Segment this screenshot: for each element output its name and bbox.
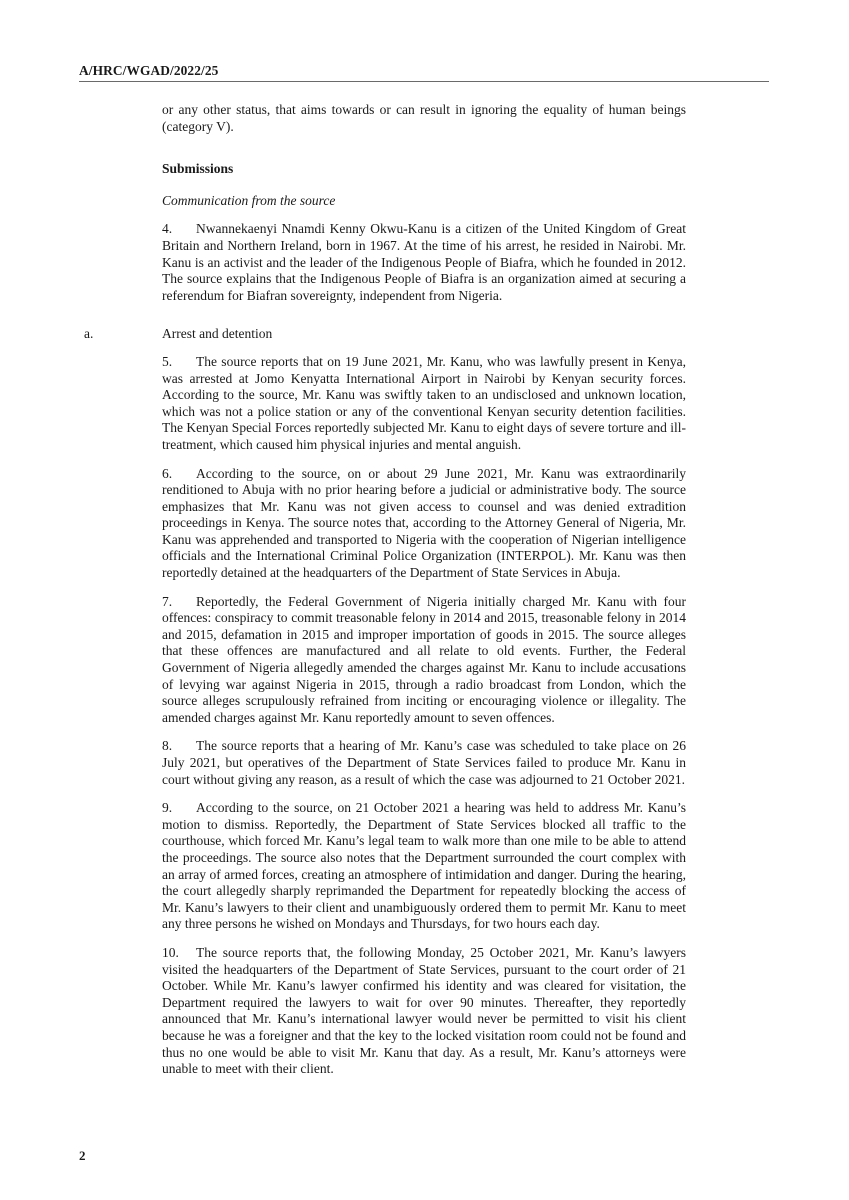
paragraph-4 xyxy=(162,221,686,304)
paragraph-text: Nwannekaenyi Nnamdi Kenny Okwu-Kanu is a citizen of the United Kingdom of Great Britain and Northern Ireland, born in 1967. At the time of his arrest, he resided in Nairobi. Mr. Kanu is an activist and the leader of the Indigenous People of Biafra, which he founded in 2012. The source explains that the Indigenous People of Biafra is an organization aimed at securing a referendum for Biafran sovereignty, independent from Nigeria. xyxy=(162,221,686,303)
page-number: 2 xyxy=(79,1148,86,1163)
section-marker: a. xyxy=(84,326,94,342)
paragraph-text: According to the source, on 21 October 2021 a hearing was held to address Mr. Kanu’s motion to dismiss. Reportedly, the Department of State Services blocked all traffic to the courthouse, which forced Mr. Kanu’s legal team to walk more than one mile to be able to attend the proceedings. The source also notes that the Department surrounded the court complex with an array of armed forces, creating an atmosphere of intimidation and danger. During the hearing, the court allegedly sharply reprimanded the Department for repeatedly blocking the access of Mr. Kanu’s lawyers to their client and unambiguously ordered them to permit Mr. Kanu to meet any three persons he wished on Mondays and Thursdays, for two hours each day. xyxy=(162,800,686,932)
paragraph-9 xyxy=(162,800,686,933)
paragraph-8 xyxy=(162,738,686,788)
header-rule xyxy=(79,81,769,82)
document-body xyxy=(84,102,686,1090)
paragraph-number: 8. xyxy=(162,738,173,754)
paragraph-5 xyxy=(162,354,686,454)
paragraph-text: According to the source, on or about 29 June 2021, Mr. Kanu was extraordinarily renditioned to Abuja with no prior hearing before a judicial or administrative body. The source emphasizes that Mr. Kanu was not given access to counsel and was denied extradition proceedings in Kenya. The source notes that, according to the Attorney General of Nigeria, Mr. Kanu was apprehended and transported to Nigeria with the cooperation of Nigerian intelligence officials and the International Criminal Police Organization (INTERPOL). Mr. Kanu was then reportedly detained at the headquarters of the Department of State Services in Abuja. xyxy=(162,465,686,581)
paragraph-text: Reportedly, the Federal Government of Nigeria initially charged Mr. Kanu with four offences: conspiracy to commit treasonable felony in 2014 and 2015, treasonable felony in 2014 and 2015, defamation in 2015 and improper importation of goods in 2015. The source alleges that these offences are manufactured and all relate to old events. Further, the Federal Government of Nigeria allegedly amended the charges against Mr. Kanu to include accusations of levying war against Nigeria in 2015, through a radio broadcast from London, which the source alleges scrupulously refrained from inciting or encouraging violence or illegality. The amended charges against Mr. Kanu reportedly amount to seven offences. xyxy=(162,593,686,725)
document-symbol: A/HRC/WGAD/2022/25 xyxy=(79,63,219,78)
intro-paragraph: or any other status, that aims towards or can result in ignoring the equality of human beings (category V). xyxy=(162,102,686,134)
paragraph-number: 5. xyxy=(162,353,173,369)
section-heading-a xyxy=(84,326,686,343)
heading-communication-from-source: Communication from the source xyxy=(162,192,336,208)
heading-submissions: Submissions xyxy=(162,161,234,177)
paragraph-7 xyxy=(162,594,686,727)
paragraph-6 xyxy=(162,466,686,582)
paragraph-number: 6. xyxy=(162,465,173,481)
paragraph-number: 10. xyxy=(162,944,179,960)
paragraph-text: The source reports that on 19 June 2021, Mr. Kanu, who was lawfully present in Kenya, was arrested at Jomo Kenyatta International Airport in Nairobi by Kenyan security forces. According to the source, Mr. Kanu was swiftly taken to an undisclosed and unknown location, which was not a police station or any of the conventional Kenyan security detention facilities. The Kenyan Special Forces reportedly subjected Mr. Kanu to eight days of severe torture and ill-treatment, which caused him physical injuries and mental anguish. xyxy=(162,353,686,452)
paragraph-number: 9. xyxy=(162,800,173,816)
section-title: Arrest and detention xyxy=(162,326,273,342)
paragraph-10 xyxy=(162,945,686,1078)
paragraph-text: The source reports that, the following Monday, 25 October 2021, Mr. Kanu’s lawyers visited the headquarters of the Department of State Services, pursuant to the court order of 21 October. While Mr. Kanu’s lawyer confirmed his identity and was cleared for visitation, the Department required the lawyers to wait for over 90 minutes. Thereafter, they reportedly announced that Mr. Kanu’s international lawyer would never be permitted to visit his client because he was a foreigner and that the key to the locked visitation room could not be found and thus no one would be able to visit Mr. Kanu that day. As a result, Mr. Kanu’s attorneys were unable to meet with their client. xyxy=(162,944,686,1077)
paragraph-number: 4. xyxy=(162,221,173,237)
paragraph-number: 7. xyxy=(162,593,173,609)
paragraph-text: The source reports that a hearing of Mr. Kanu’s case was scheduled to take place on 26 July 2021, but operatives of the Department of State Services failed to produce Mr. Kanu in court without giving any reason, as a result of which the case was adjourned to 21 October 2021. xyxy=(162,738,686,787)
